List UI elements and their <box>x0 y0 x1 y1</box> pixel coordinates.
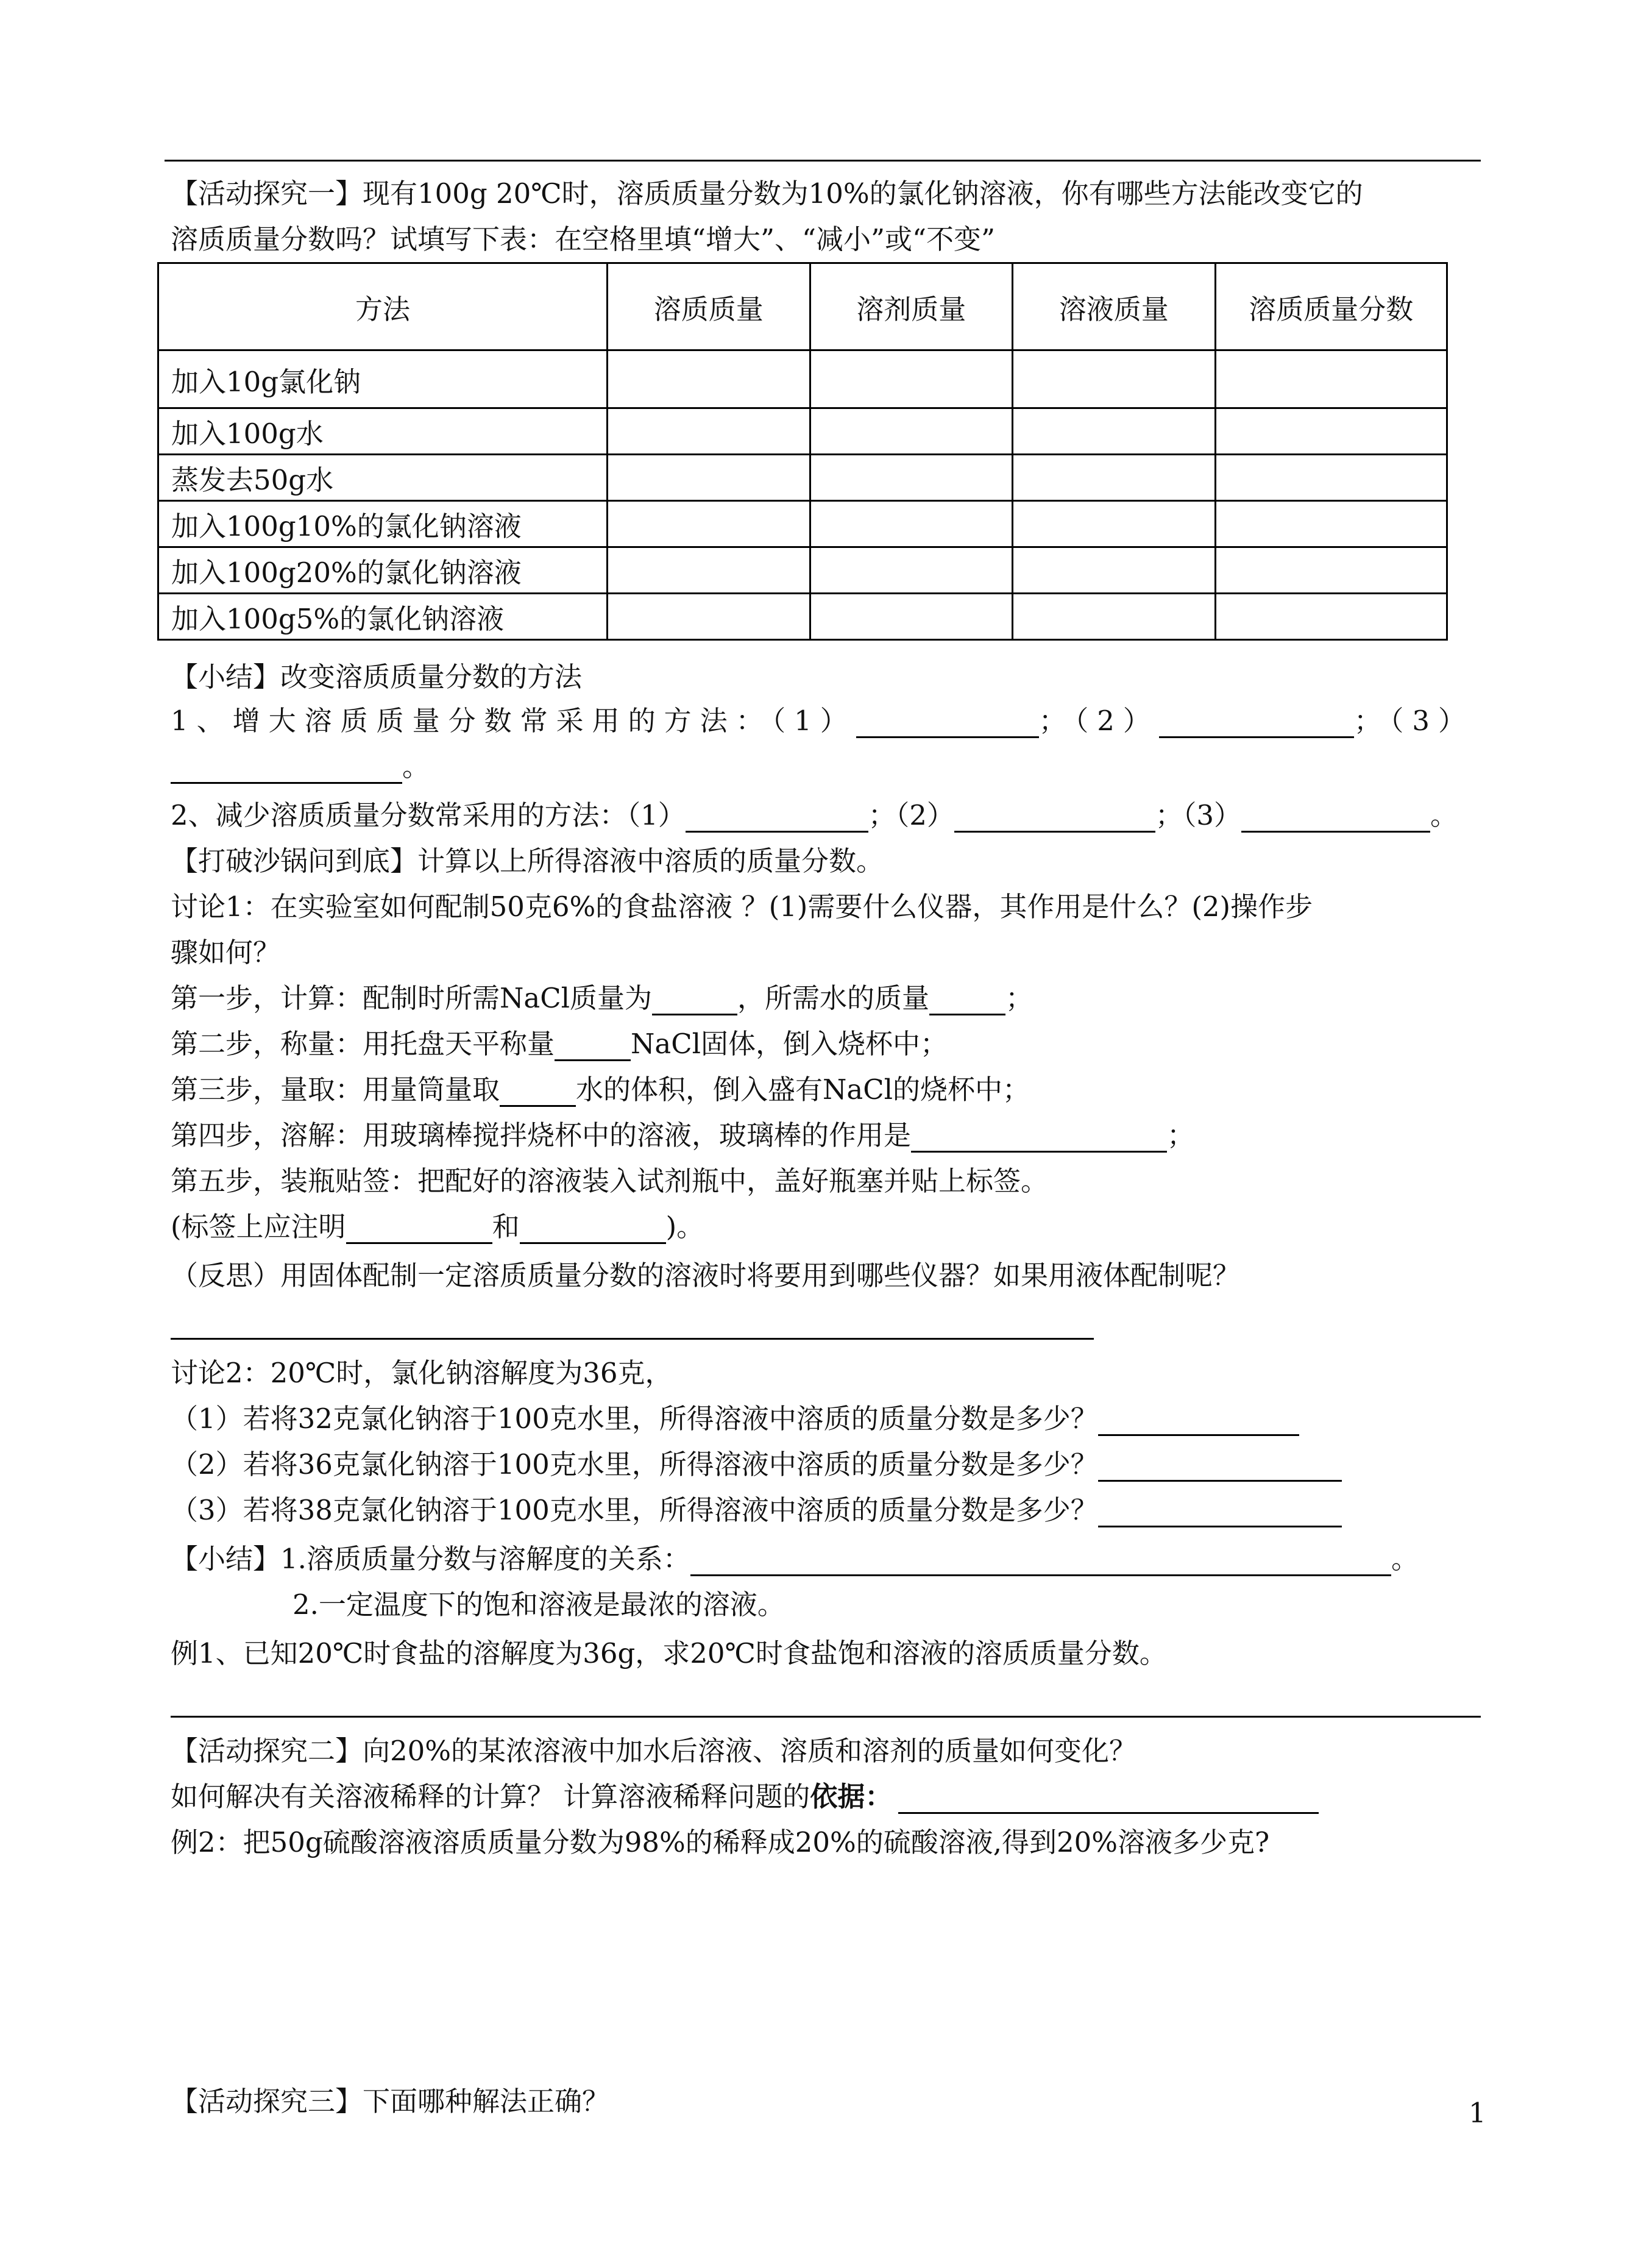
answer-cell[interactable] <box>1013 350 1216 408</box>
step5: 第五步，装瓶贴签：把配好的溶液装入试剂瓶中，盖好瓶塞并贴上标签。 <box>171 1165 1049 1197</box>
answer-cell[interactable] <box>1215 455 1447 501</box>
answer-cell[interactable] <box>1013 594 1216 640</box>
table-header-cell: 溶质质量分数 <box>1215 263 1447 350</box>
reflection-answer-line[interactable] <box>171 1338 1094 1340</box>
summary1-item1-cont <box>171 750 430 784</box>
label-text-c: )。 <box>665 1210 704 1243</box>
answer-blank[interactable] <box>1098 1406 1299 1436</box>
answer-cell[interactable] <box>608 501 810 547</box>
answer-cell[interactable] <box>1215 547 1447 594</box>
summary2-line1 <box>171 1542 1419 1576</box>
answer-cell[interactable] <box>1215 501 1447 547</box>
discussion2-q1 <box>171 1402 1299 1436</box>
step3 <box>171 1073 1030 1107</box>
reflection: （反思）用固体配制一定溶质质量分数的溶液时将要用到哪些仪器？如果用液体配制呢？ <box>171 1259 1241 1292</box>
table-row <box>158 547 1447 594</box>
answer-blank[interactable] <box>555 1031 631 1061</box>
answer-blank[interactable] <box>1241 803 1430 833</box>
answer-cell[interactable] <box>1215 408 1447 455</box>
answer-cell[interactable] <box>1215 350 1447 408</box>
activity1-intro-line2: 溶质质量分数吗？试填写下表：在空格里填“增大”、“减小”或“不变” <box>171 223 996 255</box>
example1-answer-line[interactable] <box>171 1716 1481 1718</box>
answer-blank[interactable] <box>171 754 402 784</box>
answer-blank[interactable] <box>1098 1498 1342 1527</box>
discussion1-line1: 讨论1：在实验室如何配制50克6%的食盐溶液 ？(1)需要什么仪器，其作用是什么？(2)操作步 <box>171 890 1313 923</box>
answer-cell[interactable] <box>608 594 810 640</box>
answer-cell[interactable] <box>810 594 1013 640</box>
table-row <box>158 408 1447 455</box>
answer-cell[interactable] <box>1013 501 1216 547</box>
q2-text: （2）若将36克氯化钠溶于100克水里，所得溶液中溶质的质量分数是多少？ <box>171 1448 1098 1481</box>
table-header-cell: 溶液质量 <box>1013 263 1216 350</box>
answer-blank[interactable] <box>690 1546 1391 1576</box>
discussion2-q3 <box>171 1493 1342 1527</box>
answer-blank[interactable] <box>686 803 868 833</box>
answer-cell[interactable] <box>810 547 1013 594</box>
answer-blank[interactable] <box>520 1214 666 1244</box>
discussion2-q2 <box>171 1448 1342 1482</box>
item1-mid2: ；（3） <box>1353 705 1475 737</box>
method-cell: 加入100g20%的氯化钠溶液 <box>158 547 608 594</box>
answer-cell[interactable] <box>608 455 810 501</box>
step2-text-a: 第二步，称量：用托盘天平称量 <box>171 1028 555 1060</box>
discussion1-line2: 骤如何？ <box>171 936 281 969</box>
method-cell: 加入100g5%的氯化钠溶液 <box>158 594 608 640</box>
method-cell: 加入100g水 <box>158 408 608 455</box>
summary1-item2 <box>171 798 1458 833</box>
item2-mid2: ；（3） <box>1155 799 1242 831</box>
step2 <box>171 1027 948 1061</box>
step3-text-a: 第三步，量取：用量筒量取 <box>171 1073 500 1106</box>
answer-blank[interactable] <box>1098 1452 1342 1482</box>
answer-cell[interactable] <box>810 350 1013 408</box>
summary2-text-a: 【小结】1.溶质质量分数与溶解度的关系： <box>171 1543 690 1575</box>
answer-cell[interactable] <box>608 350 810 408</box>
q1-text: （1）若将32克氯化钠溶于100克水里，所得溶液中溶质的质量分数是多少？ <box>171 1402 1098 1435</box>
table-header-cell: 方法 <box>158 263 608 350</box>
answer-blank[interactable] <box>1159 708 1354 738</box>
answer-cell[interactable] <box>1013 408 1216 455</box>
answer-blank[interactable] <box>346 1214 492 1244</box>
answer-cell[interactable] <box>1013 547 1216 594</box>
example2: 例2：把50g硫酸溶液溶质质量分数为98%的稀释成20%的硫酸溶液,得到20%溶液多少克? <box>171 1826 1270 1858</box>
item1-end: 。 <box>402 750 430 783</box>
item1-mid1: ；（2） <box>1038 705 1159 737</box>
table-row <box>158 350 1447 408</box>
label-text-a: (标签上应注明 <box>171 1210 346 1243</box>
label-note <box>171 1210 704 1244</box>
method-cell: 加入100g10%的氯化钠溶液 <box>158 501 608 547</box>
table-header-cell: 溶剂质量 <box>810 263 1013 350</box>
answer-cell[interactable] <box>1215 594 1447 640</box>
item1-prefix: 1、增大溶质质量分数常采用的方法：（1） <box>171 705 856 737</box>
example1: 例1、已知20℃时食盐的溶解度为36g，求20℃时食盐饱和溶液的溶质质量分数。 <box>171 1637 1167 1669</box>
discussion2-title: 讨论2：20℃时，氯化钠溶解度为36克， <box>171 1357 673 1389</box>
answer-cell[interactable] <box>810 455 1013 501</box>
activity2-text-a: 如何解决有关溶液稀释的计算？ 计算溶液稀释问题的 <box>171 1780 810 1813</box>
table-row <box>158 594 1447 640</box>
item2-prefix: 2、减少溶质质量分数常采用的方法：（1） <box>171 799 686 831</box>
answer-cell[interactable] <box>810 501 1013 547</box>
table-header-cell: 溶质质量 <box>608 263 810 350</box>
step1 <box>171 981 1033 1015</box>
answer-blank[interactable] <box>898 1784 1319 1814</box>
activity2-line1: 【活动探究二】向20%的某浓溶液中加水后溶液、溶质和溶剂的质量如何变化？ <box>171 1735 1137 1767</box>
activity1-intro-line1: 【活动探究一】现有100g 20℃时，溶质质量分数为10%的氯化钠溶液，你有哪些方法能改变它的 <box>171 177 1363 210</box>
step4 <box>171 1118 1194 1153</box>
method-table <box>157 262 1448 641</box>
answer-blank[interactable] <box>500 1077 576 1107</box>
step1-text-b: ，所需水的质量 <box>737 982 930 1014</box>
answer-cell[interactable] <box>1013 455 1216 501</box>
label-text-b: 和 <box>492 1210 520 1243</box>
activity3-line1: 【活动探究三】下面哪种解法正确？ <box>171 2085 610 2117</box>
table-header-row <box>158 263 1447 350</box>
table-row <box>158 455 1447 501</box>
step4-text-b: ； <box>1167 1119 1195 1151</box>
top-rule <box>165 160 1481 162</box>
summary2-text-b: 。 <box>1391 1543 1419 1575</box>
step4-text-a: 第四步，溶解：用玻璃棒搅拌烧杯中的溶液，玻璃棒的作用是 <box>171 1119 912 1151</box>
answer-cell[interactable] <box>608 408 810 455</box>
summary2-line2: 2.一定温度下的饱和溶液是最浓的溶液。 <box>292 1588 785 1621</box>
item2-end: 。 <box>1430 799 1458 831</box>
answer-cell[interactable] <box>810 408 1013 455</box>
breakdown-title: 【打破沙锅问到底】计算以上所得溶液中溶质的质量分数。 <box>171 845 884 877</box>
answer-blank[interactable] <box>954 803 1155 833</box>
step3-text-b: 水的体积，倒入盛有NaCl的烧杯中； <box>576 1073 1030 1106</box>
answer-blank[interactable] <box>652 986 737 1015</box>
q3-text: （3）若将38克氯化钠溶于100克水里，所得溶液中溶质的质量分数是多少？ <box>171 1494 1098 1526</box>
answer-cell[interactable] <box>608 547 810 594</box>
step2-text-b: NaCl固体，倒入烧杯中； <box>631 1028 948 1060</box>
answer-blank[interactable] <box>929 986 1005 1015</box>
answer-blank[interactable] <box>856 708 1039 738</box>
answer-blank[interactable] <box>911 1123 1167 1153</box>
step1-text-a: 第一步，计算：配制时所需NaCl质量为 <box>171 982 653 1014</box>
activity2-text-b: 依据： <box>810 1780 893 1813</box>
method-cell: 蒸发去50g水 <box>158 455 608 501</box>
step1-text-c: ； <box>1005 982 1034 1014</box>
page-number: 1 <box>1469 2097 1486 2129</box>
table-row <box>158 501 1447 547</box>
summary1-item1 <box>171 704 1474 738</box>
activity2-line2 <box>171 1780 1319 1814</box>
item2-mid1: ；（2） <box>868 799 954 831</box>
method-cell: 加入10g氯化钠 <box>158 350 608 408</box>
summary1-title: 【小结】改变溶质质量分数的方法 <box>171 661 583 693</box>
